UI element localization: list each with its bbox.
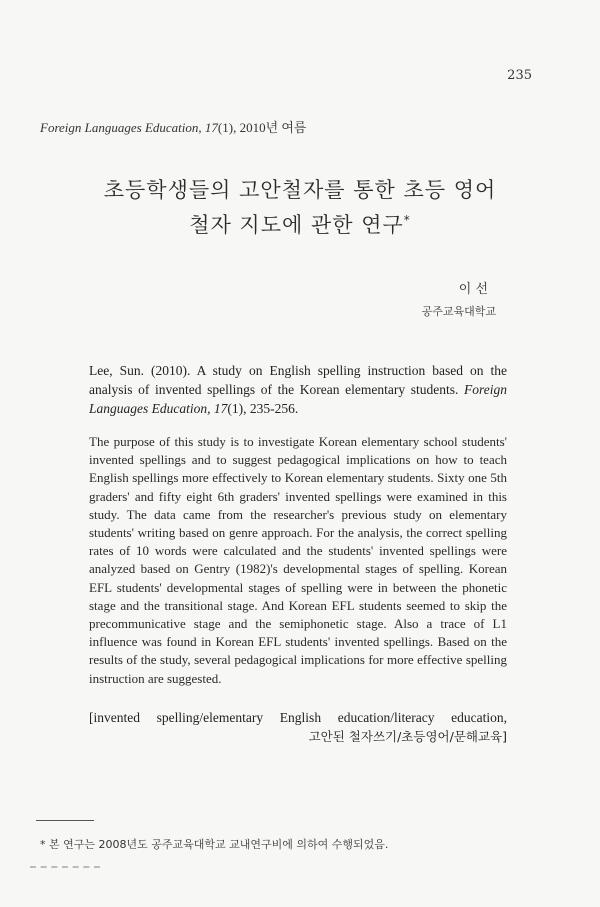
- author-affiliation: 공주교육대학교: [421, 305, 496, 318]
- title-line-2: [0, 205, 600, 240]
- paper-title: [0, 175, 600, 240]
- citation-text: Lee, Sun. (2010). A study on English spelling instruction based on the analysis of invented spellings of the Korean elementary students.: [89, 363, 507, 397]
- keywords-korean: 고안된 철자쓰기/초등영어/문해교육]: [308, 729, 507, 744]
- journal-name: Foreign Languages Education,: [40, 120, 202, 135]
- journal-header: [40, 117, 307, 136]
- citation-pages: (1), 235-256.: [227, 401, 299, 416]
- journal-issue-year: (1), 2010년 여름: [217, 120, 307, 135]
- title-footnote-mark: *: [403, 213, 411, 227]
- page-number: 235: [507, 68, 532, 83]
- citation: [89, 361, 507, 418]
- title-line-1: 초등학생들의 고안철자를 통한 초등 영어: [103, 178, 497, 202]
- title-line-2-text: 철자 지도에 관한 연구: [189, 213, 404, 237]
- journal-volume: 17: [204, 120, 218, 135]
- author-name: 이 선: [458, 282, 488, 297]
- keywords-english: [invented spelling/elementary English education/literacy education,: [89, 710, 507, 725]
- keywords: [89, 708, 507, 746]
- citation-volume: 17: [213, 401, 228, 416]
- footnote: * 본 연구는 2008년도 공주교육대학교 교내연구비에 의하여 수행되었음.: [40, 838, 389, 851]
- citation-journal: Foreign Languages Education,: [89, 382, 507, 416]
- scan-edge-marks: [30, 866, 100, 868]
- footnote-divider: [36, 820, 94, 821]
- abstract: The purpose of this study is to investigate Korean elementary school students' invented spellings and to suggest pedagogical implications on how to teach English spellings more effectively to Korean elementary students. Sixty one 5th graders' and fifty eight 6th graders' invented spellings were examined in this study. The data came from the researcher's previous study on elementary students' writing based on genre approach. For the analysis, the correct spelling rates of 10 words were calculated and the students' invented spellings were analyzed based on Gentry (1982)'s developmental stages of spelling. Korean EFL students' developmental stages of spelling were in between the phonetic stage and the transitional stage. And Korean EFL students seemed to skip the precommunicative stage and the semiphonetic stage. Also a trace of L1 influence was found in Korean EFL students' invented spellings. Based on the results of the study, several pedagogical implications for more effective spelling instruction are suggested.: [89, 434, 507, 686]
